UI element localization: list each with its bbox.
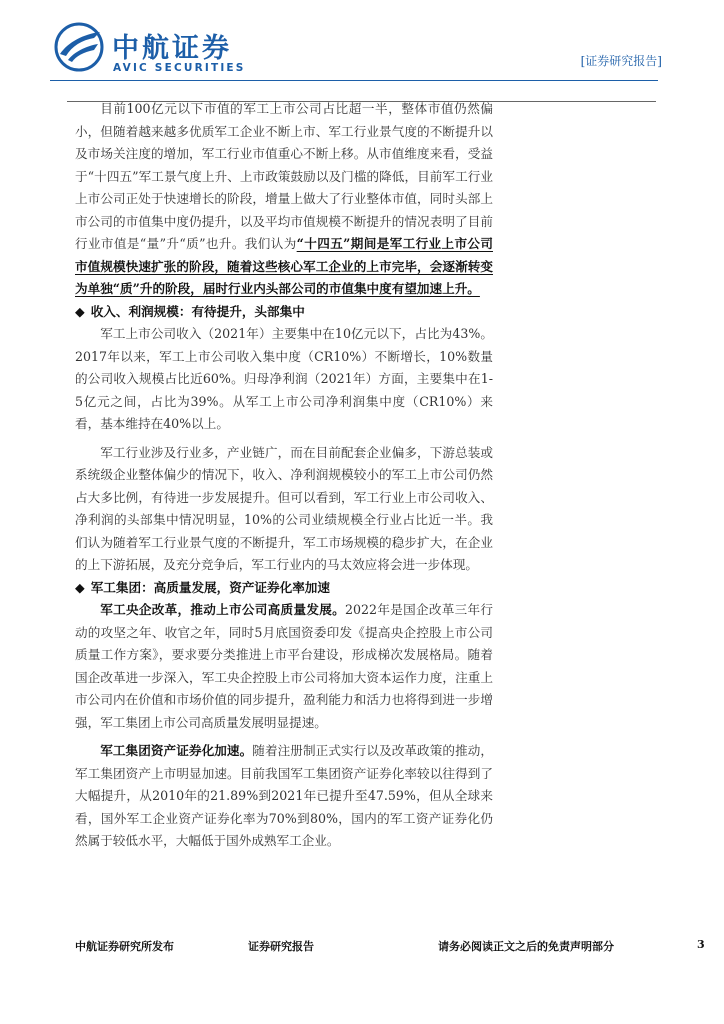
diamond-bullet-icon: ◆ — [75, 579, 85, 595]
page-footer — [75, 938, 705, 958]
report-body — [75, 98, 493, 853]
paragraph-industry-chain: 军工行业涉及行业多，产业链广，而在目前配套企业偏多，下游总装或系统级企业整体偏少的情况下，收入、净利润规模较小的军工上市公司仍然占大多比例，有待进一步发展提升。但可以看到，军工行业上市公司收入、净利润的头部集中情况明显，10%的公司业绩规模全行业占比近一半。我们认为随着军工行业景气度的不断提升，军工市场规模的稳步扩大，在企业的上下游拓展，及充分竞争后，军工行业内的马太效应将会进一步体现。 — [75, 444, 493, 572]
company-name-cn: 中航证券 — [112, 33, 232, 64]
page-number: 3 — [697, 938, 705, 951]
footer-publisher: 中航证券研究所发布 — [75, 940, 174, 953]
paragraph-securitization — [75, 740, 493, 853]
page-header — [50, 18, 662, 78]
section-heading-groups — [75, 577, 493, 600]
section-heading-revenue — [75, 301, 493, 324]
diamond-bullet-icon: ◆ — [75, 303, 85, 319]
key-conclusion: “十四五”期间是军工行业上市公司市值规模快速扩张的阶段，随着这些核心军工企业的上市完毕，会逐渐转变为单独“质”升的阶段，届时行业内头部公司的市值集中度有望加速上升。 — [75, 236, 493, 296]
heading-text: 军工集团：高质量发展，资产证券化率加速 — [90, 579, 330, 595]
lead-sentence: 军工集团资产证券化加速。 — [100, 743, 253, 758]
avic-logo-icon — [54, 22, 104, 72]
lead-sentence: 军工央企改革，推动上市公司高质量发展。 — [100, 602, 345, 617]
header-divider — [50, 80, 658, 81]
company-name-en: AVIC SECURITIES — [113, 62, 246, 74]
paragraph-market-cap — [75, 98, 493, 301]
paragraph-soe-reform — [75, 599, 493, 734]
footer-report-type: 证券研究报告 — [248, 940, 314, 953]
paragraph-text: 2022年是国企改革三年行动的攻坚之年、收官之年，同时5月底国资委印发《提高央企控股上市公司质量工作方案》，要求要分类推进上市平台建设，形成梯次发展格局。随着国企改革进一步深入，军工央企控股上市公司将加大资本运作力度，注重上市公司内在价值和市场价值的同步提升，盈利能力和活力也将得到进一步增强，军工集团上市公司高质量发展明显提速。 — [75, 602, 493, 730]
paragraph-text: 随着注册制正式实行以及改革政策的推动，军工集团资产上市明显加速。目前我国军工集团资产证券化率较以往得到了大幅提升，从2010年的21.89%到2021年已提升至47.59%，但从全球来看，国外军工企业资产证券化率为70%到80%，国内的军工资产证券化仍然属于较低水平，大幅低于国外成熟军工企业。 — [75, 743, 494, 848]
heading-text: 收入、利润规模：有待提升，头部集中 — [90, 303, 305, 319]
footer-disclaimer: 请务必阅读正文之后的免责声明部分 — [438, 940, 614, 953]
paragraph-revenue: 军工上市公司收入（2021年）主要集中在10亿元以下，占比为43%。2017年以来，军工上市公司收入集中度（CR10%）不断增长，10%数量的公司收入规模占比近60%。归母净利润（2021年）方面，主要集中在1-5亿元之间，占比为39%。从军工上市公司净利润集中度（CR10%）来看，基本维持在40%以上。 — [75, 326, 493, 431]
paragraph-text: 目前100亿元以下市值的军工上市公司占比超一半，整体市值仍然偏小，但随着越来越多优质军工企业不断上市、军工行业景气度的不断提升以及市场关注度的增加，军工行业市值重心不断上移。从市值维度来看，受益于“十四五”军工景气度上升、上市政策鼓励以及门槛的降低，目前军工行业上市公司正处于快速增长的阶段，增量上做大了行业整体市值，同时头部上市公司的市值集中度仍提升，以及平均市值规模不断提升的情况表明了目前行业市值是“量”升“质”也升。我们认为 — [75, 101, 493, 251]
report-type-tag: [证券研究报告] — [580, 54, 662, 68]
